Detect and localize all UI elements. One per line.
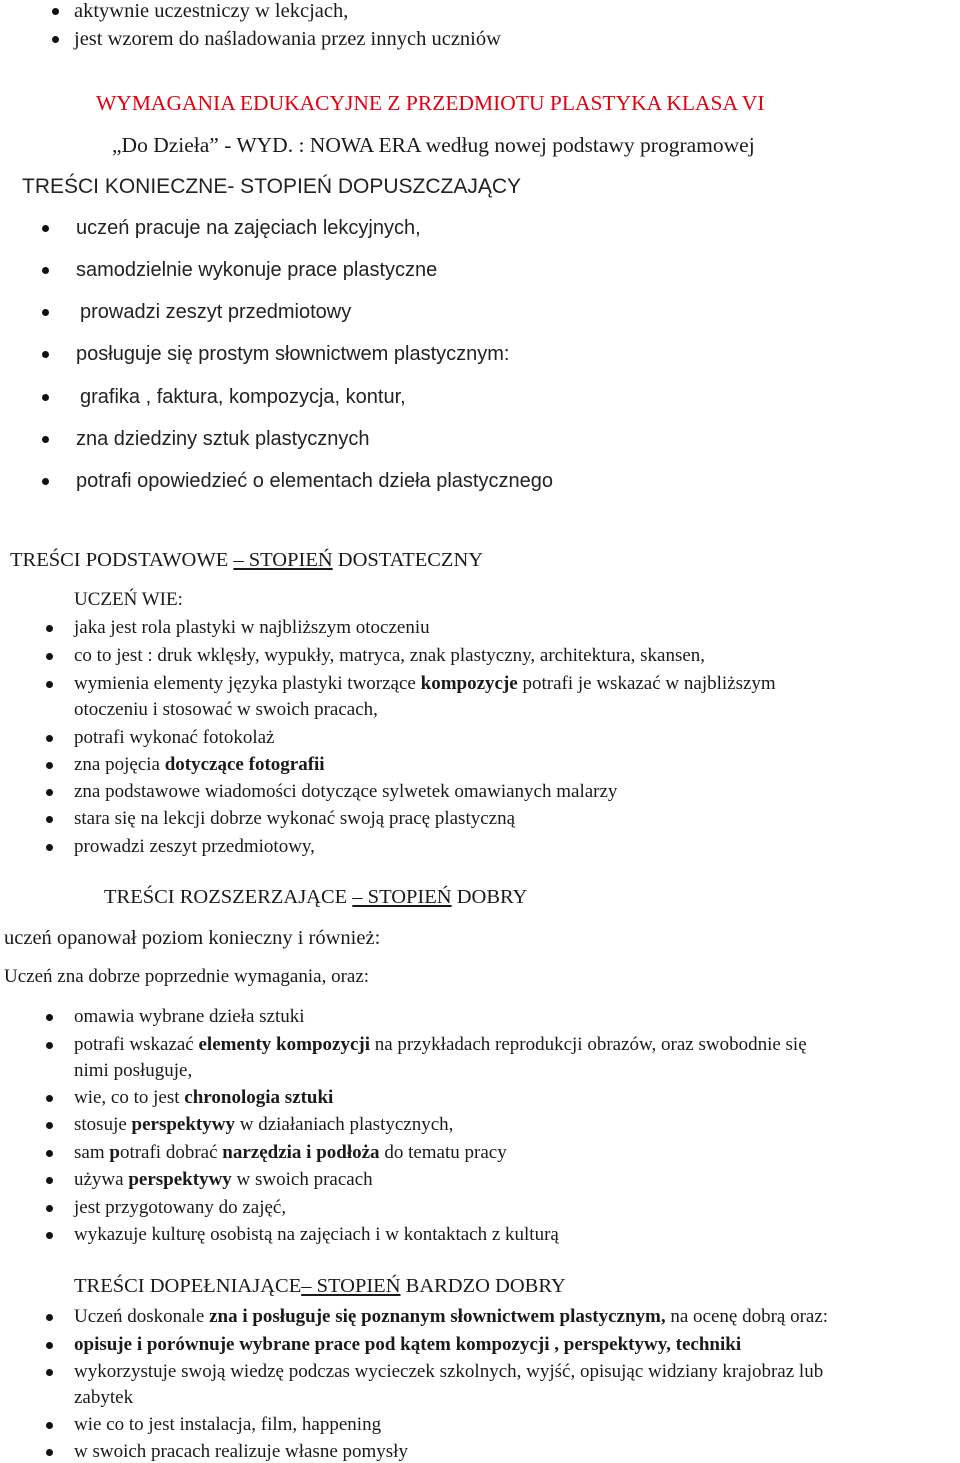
bullet (46, 681, 53, 688)
bullet (42, 309, 49, 316)
list-item: potrafi opowiedzieć o elementach dzieła plastycznego (76, 470, 553, 492)
bullet (46, 1369, 53, 1376)
document-title: WYMAGANIA EDUKACYJNE Z PRZEDMIOTU PLASTYKA KLASA VI (96, 91, 765, 115)
bullet (42, 436, 49, 443)
bullet (46, 625, 53, 632)
bullet (46, 1314, 53, 1321)
bullet (52, 8, 59, 15)
bullet (46, 1205, 53, 1212)
bullet (42, 394, 49, 401)
bullet (46, 844, 53, 851)
bullet (46, 762, 53, 769)
list-item: prowadzi zeszyt przedmiotowy (80, 301, 352, 323)
list-item: aktywnie uczestniczy w lekcjach, (74, 0, 349, 22)
section-intro: Uczeń zna dobrze poprzednie wymagania, oraz: (4, 966, 370, 987)
list-item: opisuje i porównuje wybrane prace pod kątem kompozycji , perspektywy, techniki (74, 1334, 742, 1355)
bullet (52, 36, 59, 43)
section-heading-dostateczny: TREŚCI PODSTAWOWE – STOPIEŃ DOSTATECZNY (10, 549, 484, 571)
bullet (42, 351, 49, 358)
list-item-continuation: nimi posługuje, (74, 1060, 193, 1081)
bullet (42, 267, 49, 274)
list-item: stosuje perspektywy w działaniach plastycznych, (74, 1114, 454, 1135)
list-item: wymienia elementy języka plastyki tworzące kompozycje potrafi je wskazać w najbliższym (74, 673, 776, 694)
section-intro: uczeń opanował poziom konieczny i również: (4, 927, 381, 949)
list-item: samodzielnie wykonuje prace plastyczne (76, 259, 438, 281)
section-heading-bardzo-dobry: TREŚCI DOPEŁNIAJĄCE– STOPIEŃ BARDZO DOBRY (74, 1275, 566, 1297)
bullet (46, 1177, 53, 1184)
bullet (46, 1342, 53, 1349)
list-item: omawia wybrane dzieła sztuki (74, 1006, 305, 1027)
bullet (46, 1232, 53, 1239)
list-item: potrafi wykonać fotokolaż (74, 727, 275, 748)
bullet (46, 1449, 53, 1456)
section-heading-dopuszczajacy: TREŚCI KONIECZNE- STOPIEŃ DOPUSZCZAJĄCY (22, 175, 522, 198)
bullet (46, 1122, 53, 1129)
bullet (46, 653, 53, 660)
bullet (46, 1422, 53, 1429)
list-item: co to jest : druk wklęsły, wypukły, matryca, znak plastyczny, architektura, skansen, (74, 645, 706, 666)
bullet (42, 225, 49, 232)
list-item: używa perspektywy w swoich pracach (74, 1169, 373, 1190)
list-item: wykazuje kulturę osobistą na zajęciach i w kontaktach z kulturą (74, 1224, 559, 1245)
list-item: potrafi wskazać elementy kompozycji na przykładach reprodukcji obrazów, oraz swobodnie się (74, 1034, 807, 1055)
bullet (46, 1014, 53, 1021)
list-item: wie, co to jest chronologia sztuki (74, 1087, 334, 1108)
list-item: jaka jest rola plastyki w najbliższym otoczeniu (74, 617, 430, 638)
bullet (46, 789, 53, 796)
list-item-continuation: zabytek (74, 1387, 134, 1408)
bullet (46, 1095, 53, 1102)
list-item: prowadzi zeszyt przedmiotowy, (74, 836, 315, 857)
bullet (46, 735, 53, 742)
list-item: jest wzorem do naśladowania przez innych uczniów (74, 28, 501, 50)
list-item: zna dziedziny sztuk plastycznych (76, 428, 370, 450)
bullet (46, 1042, 53, 1049)
bullet (46, 816, 53, 823)
list-item: w swoich pracach realizuje własne pomysły (74, 1441, 408, 1462)
list-item: stara się na lekcji dobrze wykonać swoją pracę plastyczną (74, 808, 516, 829)
list-item: posługuje się prostym słownictwem plastycznym: (76, 343, 510, 365)
list-item: grafika , faktura, kompozycja, kontur, (80, 386, 406, 408)
list-item: zna podstawowe wiadomości dotyczące sylwetek omawianych malarzy (74, 781, 618, 802)
list-item: sam potrafi dobrać narzędzia i podłoża do tematu pracy (74, 1142, 507, 1163)
document-subtitle: „Do Dzieła” - WYD. : NOWA ERA według nowej podstawy programowej (112, 133, 755, 157)
bullet (42, 478, 49, 485)
list-item: wie co to jest instalacja, film, happening (74, 1414, 382, 1435)
list-item: wykorzystuje swoją wiedzę podczas wycieczek szkolnych, wyjść, opisując widziany krajobraz lub (74, 1361, 824, 1382)
bullet (46, 1150, 53, 1157)
section-heading-dobry: TREŚCI ROZSZERZAJĄCE – STOPIEŃ DOBRY (104, 886, 528, 908)
list-item: Uczeń doskonale zna i posługuje się poznanym słownictwem plastycznym, na ocenę dobrą oraz: (74, 1306, 829, 1327)
section-intro: UCZEŃ WIE: (74, 589, 183, 610)
list-item: uczeń pracuje na zajęciach lekcyjnych, (76, 217, 421, 239)
list-item: zna pojęcia dotyczące fotografii (74, 754, 325, 775)
list-item-continuation: otoczeniu i stosować w swoich pracach, (74, 699, 378, 720)
list-item: jest przygotowany do zajęć, (74, 1197, 287, 1218)
